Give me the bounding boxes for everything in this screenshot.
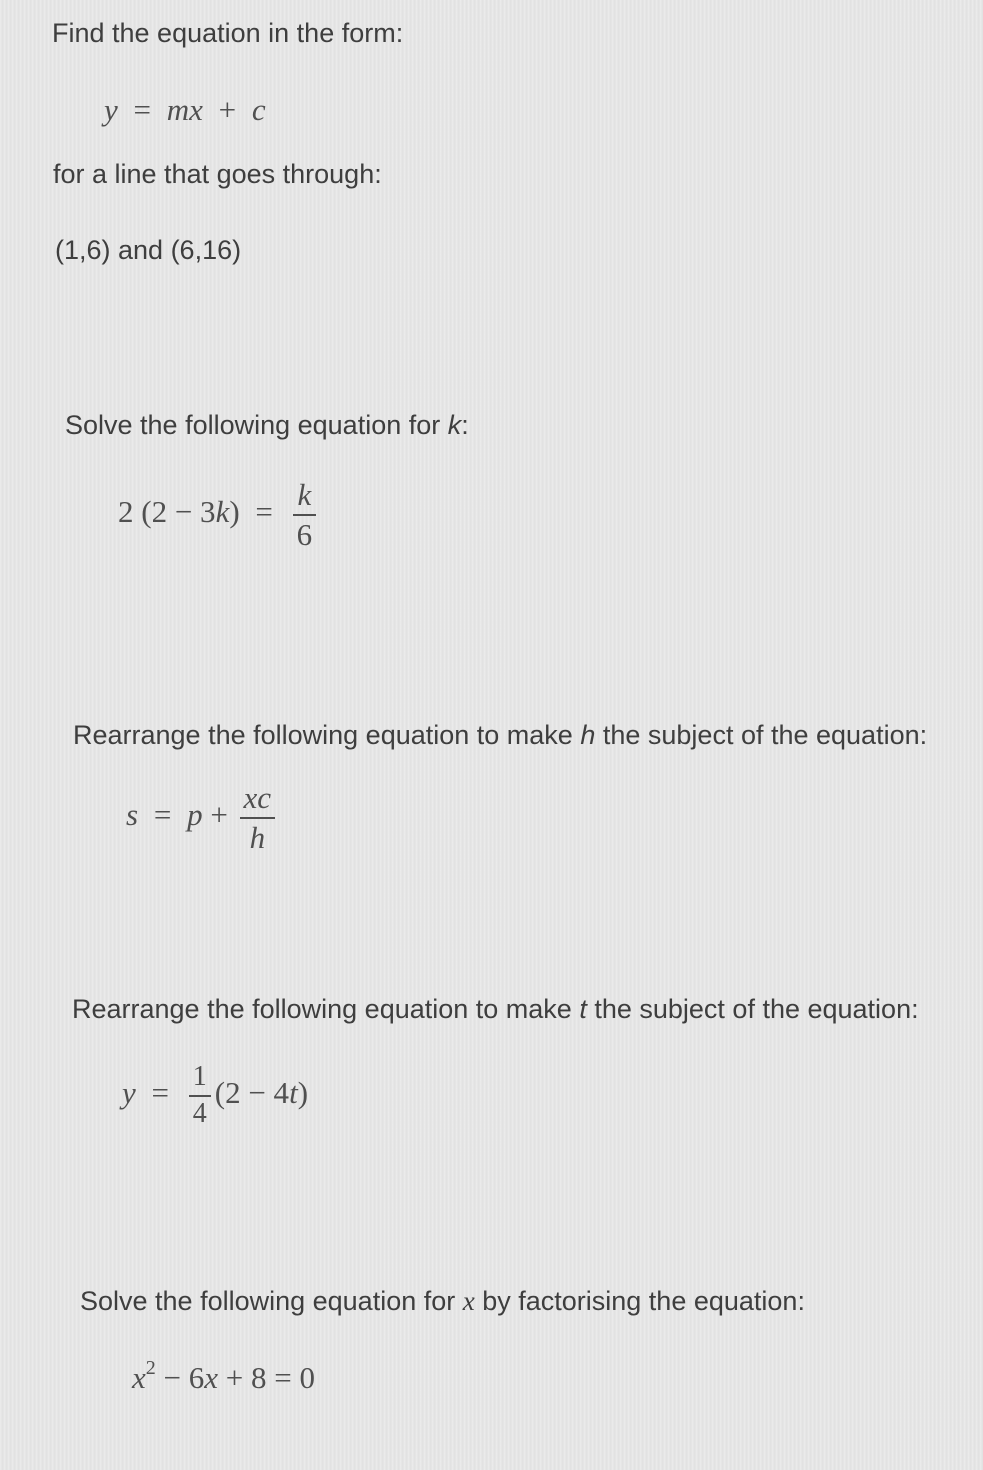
q3-prompt: [73, 720, 927, 751]
q1-prompt: Find the equation in the form:: [52, 18, 404, 48]
q2-equation: [118, 478, 320, 552]
fraction: [293, 478, 317, 552]
q3-equation: [126, 781, 279, 855]
q2-rparen: ): [229, 494, 240, 530]
var-c: c: [251, 92, 266, 127]
fraction-numerator: xc: [240, 781, 276, 819]
q3-var: h: [580, 720, 596, 750]
q2-lhs: 2 (2 − 3: [118, 494, 216, 530]
q5-prompt-end: by factorising the equation:: [474, 1286, 805, 1316]
q4-prompt-end: the subject of the equation:: [586, 994, 919, 1024]
q5-rest: + 8 = 0: [218, 1360, 315, 1395]
fraction: [189, 1062, 211, 1130]
var-s: s: [126, 797, 139, 833]
var-y: y: [122, 1074, 136, 1110]
q1-points: (1,6) and (6,16): [55, 235, 242, 265]
q2-prompt: [65, 410, 469, 441]
q2-prompt-text: Solve the following equation for: [65, 410, 448, 440]
q1-equation: [104, 92, 266, 128]
q5-prompt-text: Solve the following equation for: [80, 1286, 463, 1316]
fraction-numerator: k: [293, 478, 317, 516]
q4-var: t: [579, 994, 587, 1024]
fraction-denominator: 6: [296, 517, 313, 553]
equals-sign: =: [255, 494, 273, 530]
q3-prompt-end: the subject of the equation:: [595, 720, 928, 750]
var-m: m: [166, 92, 190, 127]
q4-rest-end: ): [297, 1074, 309, 1110]
exponent: 2: [145, 1357, 156, 1379]
equals-sign: =: [153, 797, 172, 833]
equals-sign: =: [151, 1074, 169, 1110]
equals-sign: =: [133, 92, 151, 127]
plus-sign: +: [218, 92, 237, 127]
q4-prompt: [72, 994, 919, 1025]
q2-lhs-k: k: [215, 494, 230, 530]
q2-var: k: [447, 410, 462, 440]
var-t: t: [289, 1074, 298, 1110]
q4-prompt-text: Rearrange the following equation to make: [72, 994, 580, 1024]
q2-prompt-end: :: [461, 410, 469, 440]
q5-equation: [132, 1357, 315, 1396]
fraction-denominator: 4: [192, 1097, 207, 1129]
var-x: x: [189, 92, 203, 127]
plus-sign: +: [210, 797, 228, 833]
fraction-numerator: 1: [189, 1062, 211, 1097]
q5-prompt: [80, 1286, 805, 1317]
q1-line2: for a line that goes through:: [53, 159, 382, 189]
var-y: y: [104, 92, 118, 127]
q4-equation: [122, 1062, 308, 1130]
q3-prompt-text: Rearrange the following equation to make: [73, 720, 581, 750]
fraction-denominator: h: [249, 820, 266, 856]
var-x: x: [132, 1360, 146, 1395]
q5-var: x: [462, 1286, 475, 1316]
var-p: p: [187, 797, 203, 833]
fraction: [240, 781, 276, 855]
q4-rest: (2 − 4: [214, 1074, 290, 1110]
q5-term: − 6: [155, 1360, 205, 1395]
var-x: x: [204, 1360, 219, 1395]
